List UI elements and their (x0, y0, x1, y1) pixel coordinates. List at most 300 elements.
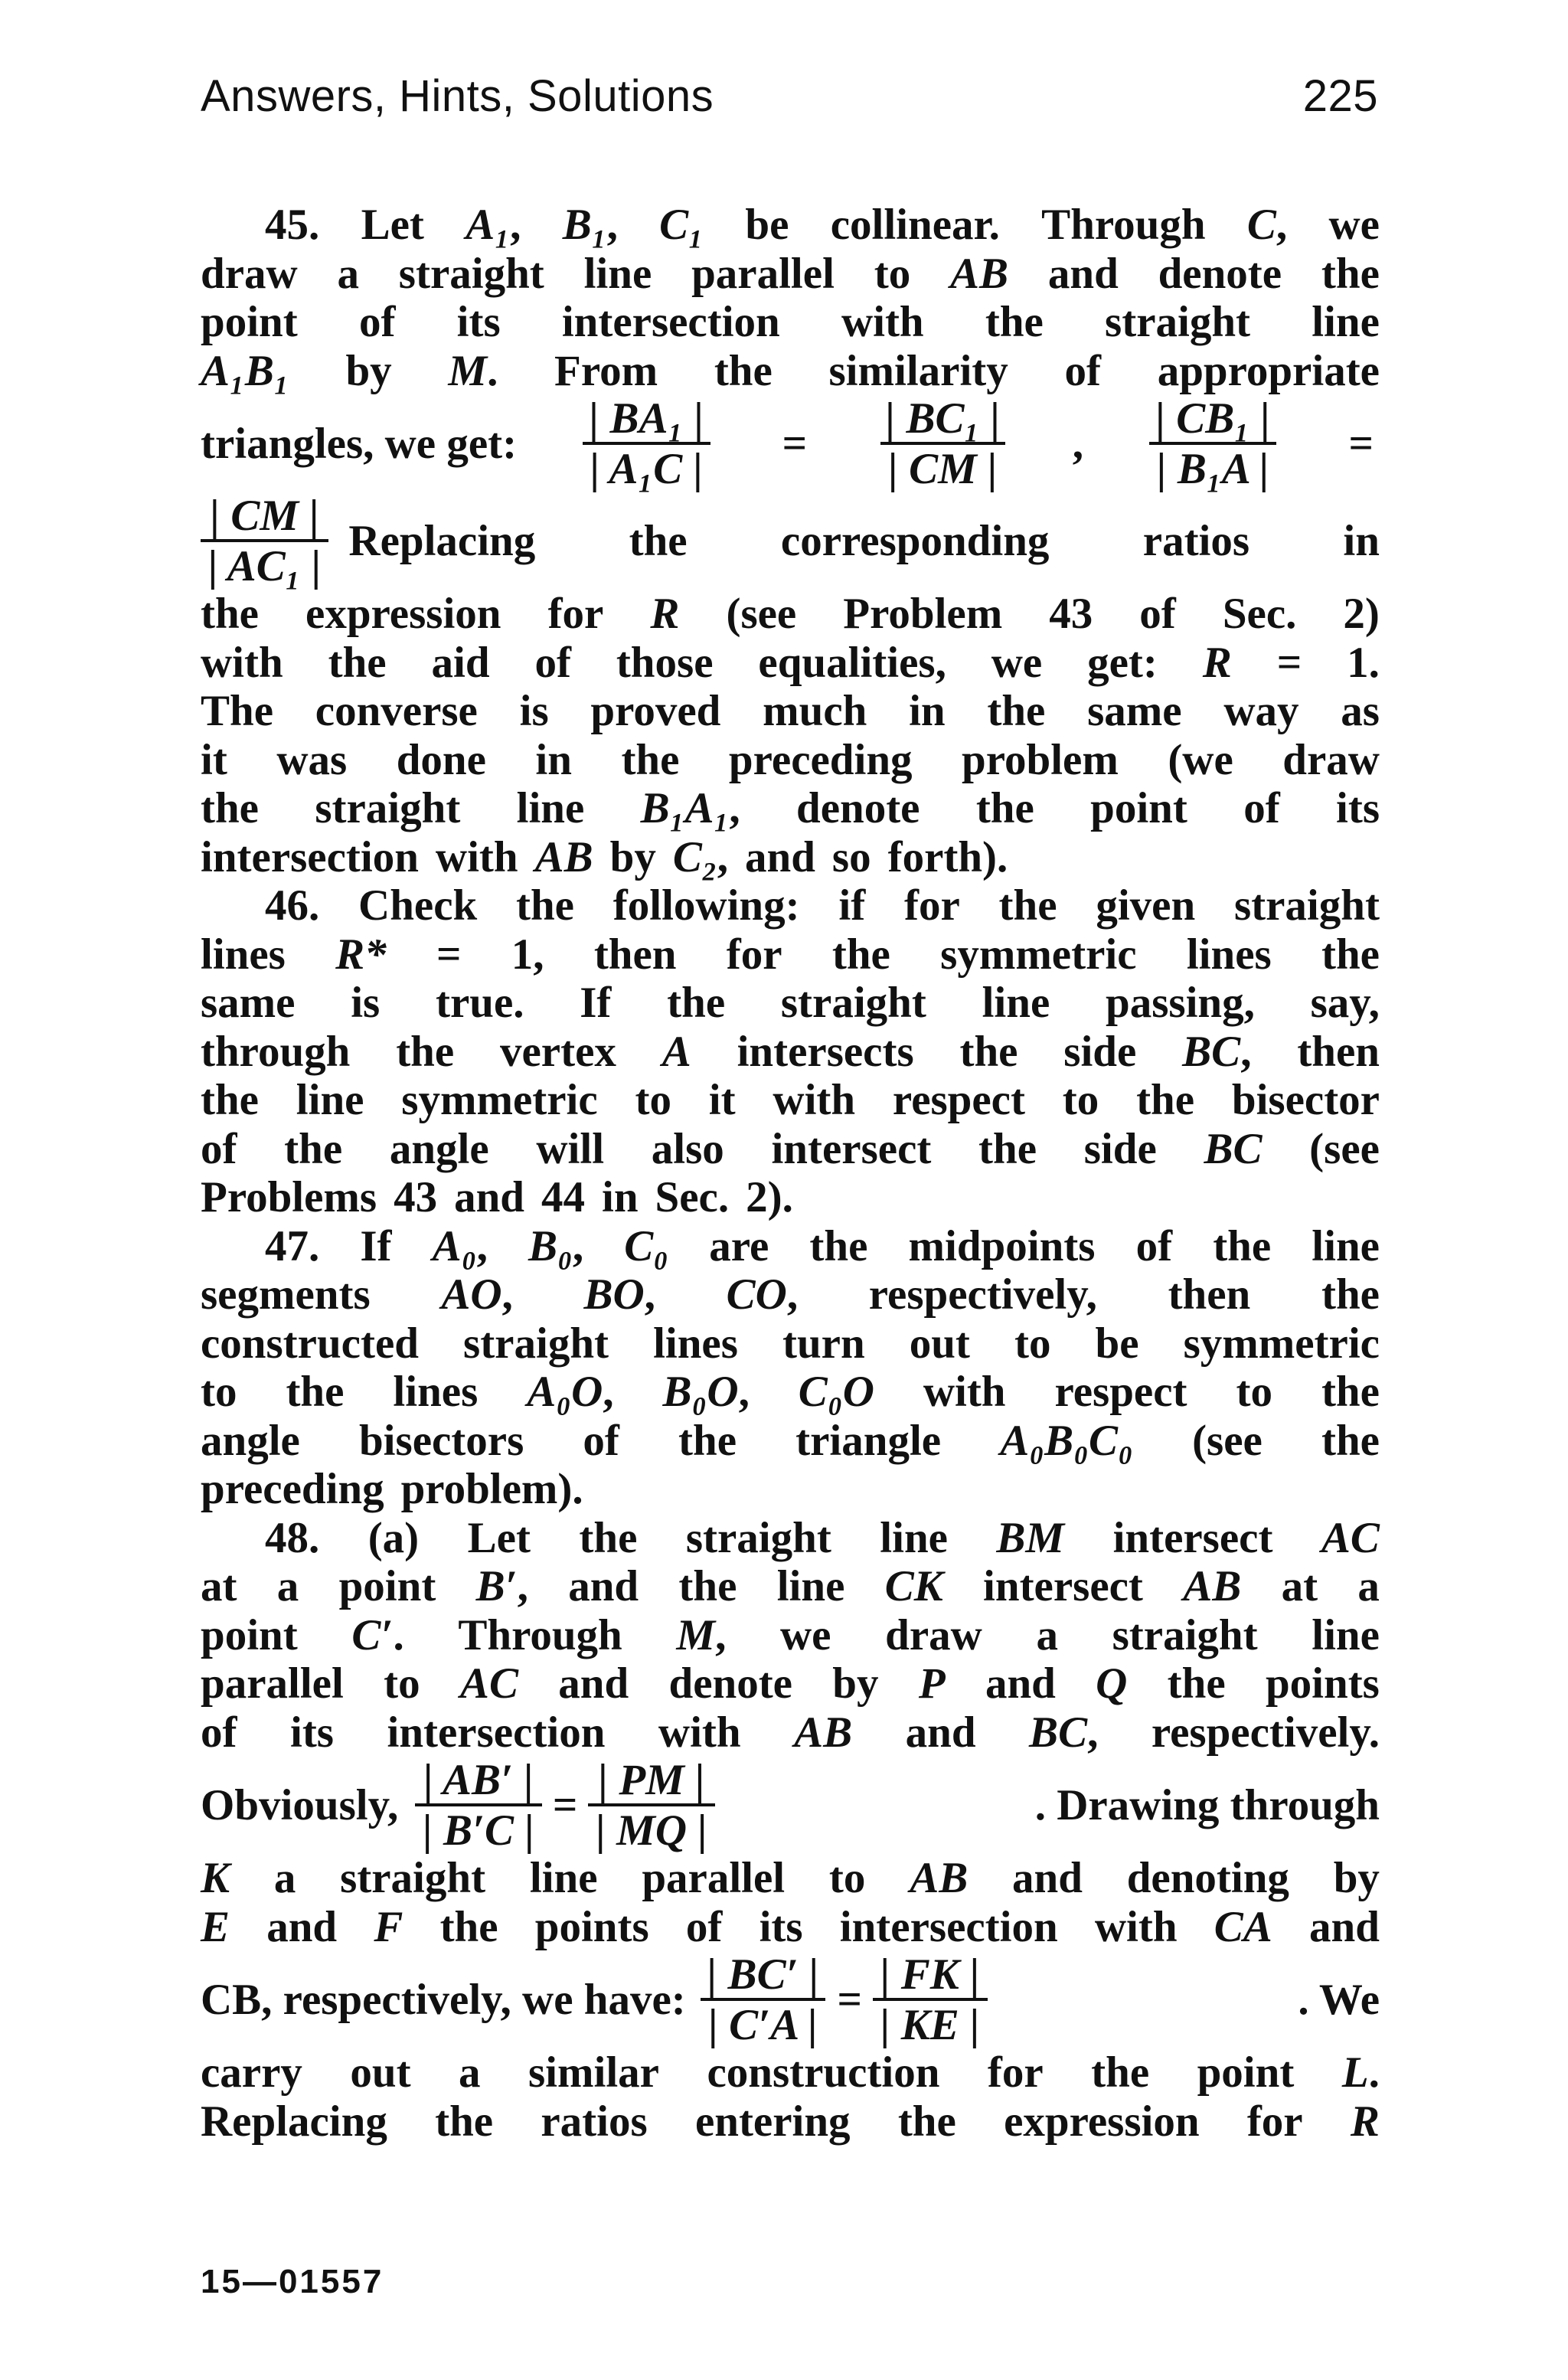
word: Problem (843, 590, 1003, 638)
word: a (276, 1562, 299, 1610)
word: and (985, 1659, 1056, 1708)
word: converse (315, 687, 478, 735)
word: of (1243, 784, 1280, 832)
word: AC (1321, 1513, 1380, 1562)
fraction-numerator: | CB₁ | (1155, 394, 1270, 443)
text-line (201, 250, 1380, 299)
word: similarity (828, 346, 1008, 395)
word: to (1014, 1319, 1051, 1368)
word: the (1321, 1368, 1380, 1416)
word: get: (1087, 638, 1158, 687)
word: point (201, 298, 298, 346)
word: C₂, (672, 832, 728, 881)
word: (see (1309, 1124, 1380, 1173)
word: then (1297, 1027, 1380, 1076)
word: 1, (511, 930, 544, 979)
word: in (909, 687, 946, 735)
word: and (745, 832, 815, 881)
word: draw (1282, 735, 1380, 784)
word: the (439, 1902, 498, 1951)
word: intersection (387, 1708, 606, 1757)
page-body (201, 201, 1380, 2146)
word: the (1091, 2048, 1150, 2097)
word: 43 (394, 1173, 438, 1221)
word: done (396, 735, 486, 784)
word: F (374, 1902, 403, 1951)
word: Replacing (348, 516, 536, 565)
fraction-denominator: | AC₁ | (201, 539, 328, 588)
fraction-denominator: | B′C | (415, 1803, 542, 1852)
word: forth). (887, 832, 1008, 881)
word: CK (884, 1562, 943, 1610)
text-line (201, 1417, 1380, 1466)
word: its (289, 1708, 334, 1757)
word: K (201, 1854, 230, 1902)
word: AO, (441, 1270, 513, 1319)
word: line (516, 784, 585, 832)
word: the (667, 979, 726, 1027)
word: points (1265, 1659, 1380, 1708)
word: preceding (201, 1465, 384, 1513)
word: a (459, 2048, 481, 2097)
ratio-cb1-b1a (1148, 394, 1278, 493)
word: the (579, 1513, 638, 1562)
fraction-denominator: | B₁A | (1149, 442, 1276, 491)
word: the (286, 1368, 345, 1416)
word: the (201, 784, 259, 832)
word: If (580, 979, 612, 1027)
text-line (201, 736, 1380, 785)
fraction-numerator: | AB′ | (423, 1755, 534, 1804)
word: B′, (475, 1562, 528, 1610)
word: Sec. (655, 1173, 730, 1221)
printer-signature: 15—01557 (201, 2263, 384, 2300)
text-line (201, 1368, 1380, 1417)
fraction-numerator: | BA₁ | (589, 394, 704, 443)
word: also (651, 1124, 724, 1173)
word: be (745, 201, 789, 249)
word: intersect (771, 1124, 932, 1173)
word: by (1333, 1854, 1380, 1902)
word: straight (1105, 298, 1251, 346)
word: triangle (795, 1416, 942, 1465)
text-line (201, 881, 1380, 930)
word: line (529, 1854, 598, 1902)
word: A₀O, (527, 1368, 614, 1416)
word: and (558, 1659, 629, 1708)
word: point (1090, 784, 1187, 832)
word: for (726, 930, 782, 979)
word: the (809, 1221, 868, 1270)
fraction-denominator: | KE | (873, 1998, 988, 2047)
word: for (987, 2048, 1044, 2097)
word: denote (796, 784, 920, 832)
word: much (763, 687, 867, 735)
word: collinear. (830, 201, 1000, 249)
word: AB (534, 832, 593, 881)
word: be (1095, 1319, 1139, 1368)
word: we (991, 638, 1043, 687)
word: given (1096, 881, 1196, 930)
word: for (903, 881, 960, 930)
word: A₁B₁ (201, 346, 289, 395)
word: turn (782, 1319, 865, 1368)
word: C₁ (659, 201, 704, 249)
ratio-pm-mq (588, 1755, 714, 1855)
word: at (1281, 1562, 1318, 1610)
word: Let (467, 1513, 531, 1562)
word: of (201, 1124, 237, 1173)
word: line (1312, 1610, 1380, 1659)
word: problem). (400, 1465, 583, 1513)
word: the (978, 1124, 1037, 1173)
word: at (201, 1562, 237, 1610)
word: M, (676, 1610, 727, 1659)
ratio-ba1-a1c (582, 394, 712, 493)
text-line (201, 1514, 1380, 1563)
word: bisectors (358, 1416, 524, 1465)
word: with (1094, 1902, 1178, 1951)
word: lines (653, 1319, 738, 1368)
fraction-denominator: | CM | (880, 442, 1004, 491)
word: the (1167, 1659, 1226, 1708)
fraction-numerator: | PM | (598, 1755, 705, 1804)
ratio-bc1-cm (878, 394, 1008, 493)
equation-lead: triangles, we get: (201, 419, 518, 468)
word: AC (459, 1659, 518, 1708)
word: AB (950, 249, 1009, 298)
word: C′. (351, 1610, 404, 1659)
word: a (273, 1854, 296, 1902)
text-line (201, 1562, 1380, 1611)
word: it (201, 735, 227, 784)
word: with (658, 1708, 741, 1757)
word: CA (1214, 1902, 1272, 1951)
word: line (1312, 1221, 1380, 1270)
word: lines (1186, 930, 1272, 979)
word: straight (463, 1319, 609, 1368)
text-fragment (348, 517, 1380, 566)
word: line (880, 1513, 948, 1562)
word: the (328, 638, 387, 687)
word: intersect (1112, 1513, 1273, 1562)
word: the (629, 516, 688, 565)
word: its (456, 298, 501, 346)
word: CO, (726, 1270, 799, 1319)
text-line (201, 201, 1380, 250)
equation-lead: Obviously, (201, 1780, 399, 1829)
word: (we (1168, 735, 1233, 784)
word: same (201, 979, 296, 1027)
word: to (1062, 1076, 1099, 1124)
word: straight (685, 1513, 831, 1562)
word: the (1321, 930, 1380, 979)
word: Replacing (201, 2097, 387, 2146)
word: its (1336, 784, 1380, 832)
text-line (201, 298, 1380, 347)
word: of (1135, 1221, 1173, 1270)
word: line (982, 979, 1050, 1027)
word: same (1087, 687, 1182, 735)
word: side (1063, 1027, 1137, 1076)
word: to (201, 1368, 237, 1416)
word: to (874, 249, 911, 298)
word: BC, (1029, 1708, 1099, 1757)
word: line (583, 249, 652, 298)
word: of (358, 298, 396, 346)
text-line (201, 1222, 1380, 1271)
word: A₀B₀C₀ (1000, 1416, 1133, 1465)
word: in (602, 1173, 639, 1221)
word: vertex (500, 1027, 616, 1076)
word: segments (201, 1270, 371, 1319)
word: straight (780, 979, 926, 1027)
word: B₀, (528, 1221, 584, 1270)
word: Through (458, 1610, 622, 1659)
word: midpoints (908, 1221, 1096, 1270)
word: way (1223, 687, 1299, 735)
text-line (201, 687, 1380, 736)
ratio-cm-ac1 (201, 491, 328, 590)
word: C₀ (624, 1221, 669, 1270)
word: for (1246, 2097, 1303, 2146)
word: R (1202, 638, 1232, 687)
word: similar (528, 2048, 659, 2097)
word: Let (361, 201, 424, 249)
ratio-bc-prime-c-prime-a (700, 1950, 827, 2049)
word: From (554, 346, 658, 395)
word: BC (1204, 1124, 1263, 1173)
word: expression (305, 590, 501, 638)
word: of (685, 1902, 723, 1951)
page-number: 225 (1302, 71, 1378, 121)
word: intersection (839, 1902, 1058, 1951)
word: intersect (983, 1562, 1143, 1610)
word: to (828, 1854, 866, 1902)
word: intersects (737, 1027, 914, 1076)
text-fragment: . We (1298, 1975, 1380, 2024)
text-fragment: . Drawing through (1034, 1780, 1380, 1829)
word: and (266, 1902, 338, 1951)
word: 48. (265, 1513, 320, 1562)
word: out (909, 1319, 970, 1368)
word: with (201, 638, 283, 687)
word: the (396, 1027, 455, 1076)
word: B₁, (562, 201, 618, 249)
word: of (201, 1708, 237, 1757)
word: those (616, 638, 714, 687)
word: point (338, 1562, 436, 1610)
word: BC, (1182, 1027, 1252, 1076)
word: and (1012, 1854, 1083, 1902)
word: angle (201, 1416, 300, 1465)
word: expression (1004, 2097, 1200, 2146)
word: AB (1183, 1562, 1242, 1610)
word: by (609, 832, 656, 881)
text-line (201, 2097, 1380, 2146)
header-title: Answers, Hints, Solutions (201, 71, 714, 121)
word: for (547, 590, 604, 638)
word: the (714, 346, 773, 395)
word: we (1328, 201, 1380, 249)
word: the (998, 881, 1057, 930)
text-line (201, 1903, 1380, 1952)
word: construction (707, 2048, 940, 2097)
word: if (838, 881, 866, 930)
word: The (201, 687, 274, 735)
word: and (1047, 249, 1119, 298)
word: 47. (265, 1221, 320, 1270)
word: a (1036, 1610, 1058, 1659)
equals-sign: = (552, 1780, 578, 1829)
word: straight (1112, 1610, 1258, 1659)
word: A (662, 1027, 691, 1076)
word: with (773, 1076, 856, 1124)
word: equalities, (758, 638, 946, 687)
word: then (593, 930, 677, 979)
word: R* (335, 930, 387, 979)
text-line (201, 784, 1380, 833)
fraction-denominator: | A₁C | (583, 442, 710, 491)
word: carry (201, 2048, 302, 2097)
word: of (534, 638, 571, 687)
word: (a) (368, 1513, 420, 1562)
text-line (201, 1125, 1380, 1174)
word: the (1136, 1076, 1195, 1124)
word: AB (794, 1708, 853, 1757)
word: preceding (728, 735, 913, 784)
text-line (201, 1076, 1380, 1125)
word: and (568, 1562, 639, 1610)
word: symmetric (940, 930, 1137, 979)
word: respect (1054, 1368, 1187, 1416)
word: the (959, 1027, 1018, 1076)
word: respectively, (868, 1270, 1097, 1319)
word: Problems (201, 1173, 377, 1221)
word: with (923, 1368, 1006, 1416)
word: ratios (1142, 516, 1250, 565)
word: following: (612, 881, 800, 930)
word: we (780, 1610, 831, 1659)
word: Sec. (1222, 590, 1297, 638)
word: line (296, 1076, 364, 1124)
word: respect (892, 1076, 1025, 1124)
word: the (831, 930, 890, 979)
word: proved (590, 687, 721, 735)
word: straight (398, 249, 544, 298)
word: the (515, 881, 574, 930)
word: to (1236, 1368, 1272, 1416)
word: lines (201, 930, 286, 979)
word: draw (201, 249, 298, 298)
equals-sign: = (837, 1975, 862, 2024)
word: denote (1158, 249, 1282, 298)
word: then (1168, 1270, 1251, 1319)
word: say, (1310, 979, 1380, 1027)
word: the (1321, 1416, 1380, 1465)
word: of (1139, 590, 1176, 638)
word: the (435, 2097, 494, 2146)
word: = (1276, 638, 1302, 687)
word: the (201, 1076, 259, 1124)
word: passing, (1106, 979, 1255, 1027)
word: the (1213, 1221, 1272, 1270)
text-line (201, 833, 1380, 882)
word: in (1343, 516, 1380, 565)
word: symmetric (1183, 1319, 1380, 1368)
word: points (534, 1902, 649, 1951)
word: corresponding (780, 516, 1050, 565)
text-line (201, 1319, 1380, 1368)
word: Check (358, 881, 478, 930)
word: to (384, 1659, 420, 1708)
word: straight (315, 784, 461, 832)
word: side (1083, 1124, 1157, 1173)
word: BM (996, 1513, 1065, 1562)
word: point (201, 1610, 298, 1659)
comma: , (1072, 419, 1083, 468)
word: to (635, 1076, 671, 1124)
word: 2). (746, 1173, 793, 1221)
word: R (650, 590, 680, 638)
word: B₁A₁, (640, 784, 740, 832)
text-line (201, 1028, 1380, 1077)
word: point (1197, 2048, 1295, 2097)
word: the (201, 590, 259, 638)
word: by (345, 346, 392, 395)
equation-line (201, 1951, 1380, 2048)
word: a (337, 249, 359, 298)
word: its (759, 1902, 803, 1951)
word: 45. (265, 201, 320, 249)
word: the (621, 735, 680, 784)
ratio-fk-ke (873, 1950, 988, 2049)
word: respectively. (1151, 1708, 1380, 1757)
word: the (987, 687, 1046, 735)
text-line (201, 1708, 1380, 1757)
word: the (1321, 249, 1380, 298)
equation-line (201, 395, 1380, 492)
fraction-denominator: | MQ | (588, 1803, 714, 1852)
word: true. (435, 979, 524, 1027)
word: Q (1096, 1659, 1128, 1708)
word: are (709, 1221, 769, 1270)
word: through (201, 1027, 351, 1076)
ratio-ab-prime-b-prime-c (415, 1755, 542, 1855)
word: and (905, 1708, 976, 1757)
word: bisector (1231, 1076, 1380, 1124)
word: B₀O, (662, 1368, 750, 1416)
text-line (201, 347, 1380, 396)
word: C, (1246, 201, 1288, 249)
word: line (776, 1562, 845, 1610)
text-line (201, 639, 1380, 688)
running-header (201, 70, 1378, 132)
word: a (1357, 1562, 1380, 1610)
word: so (831, 832, 871, 881)
word: A₀, (432, 1221, 488, 1270)
word: the (284, 1124, 343, 1173)
word: of (583, 1416, 619, 1465)
word: and (454, 1173, 524, 1221)
word: (see (726, 590, 797, 638)
fraction-denominator: | C′A | (701, 1998, 825, 2047)
word: aid (431, 638, 490, 687)
word: the (975, 784, 1034, 832)
text-line (201, 590, 1380, 639)
word: denote (668, 1659, 792, 1708)
equation-line (201, 1757, 1380, 1854)
